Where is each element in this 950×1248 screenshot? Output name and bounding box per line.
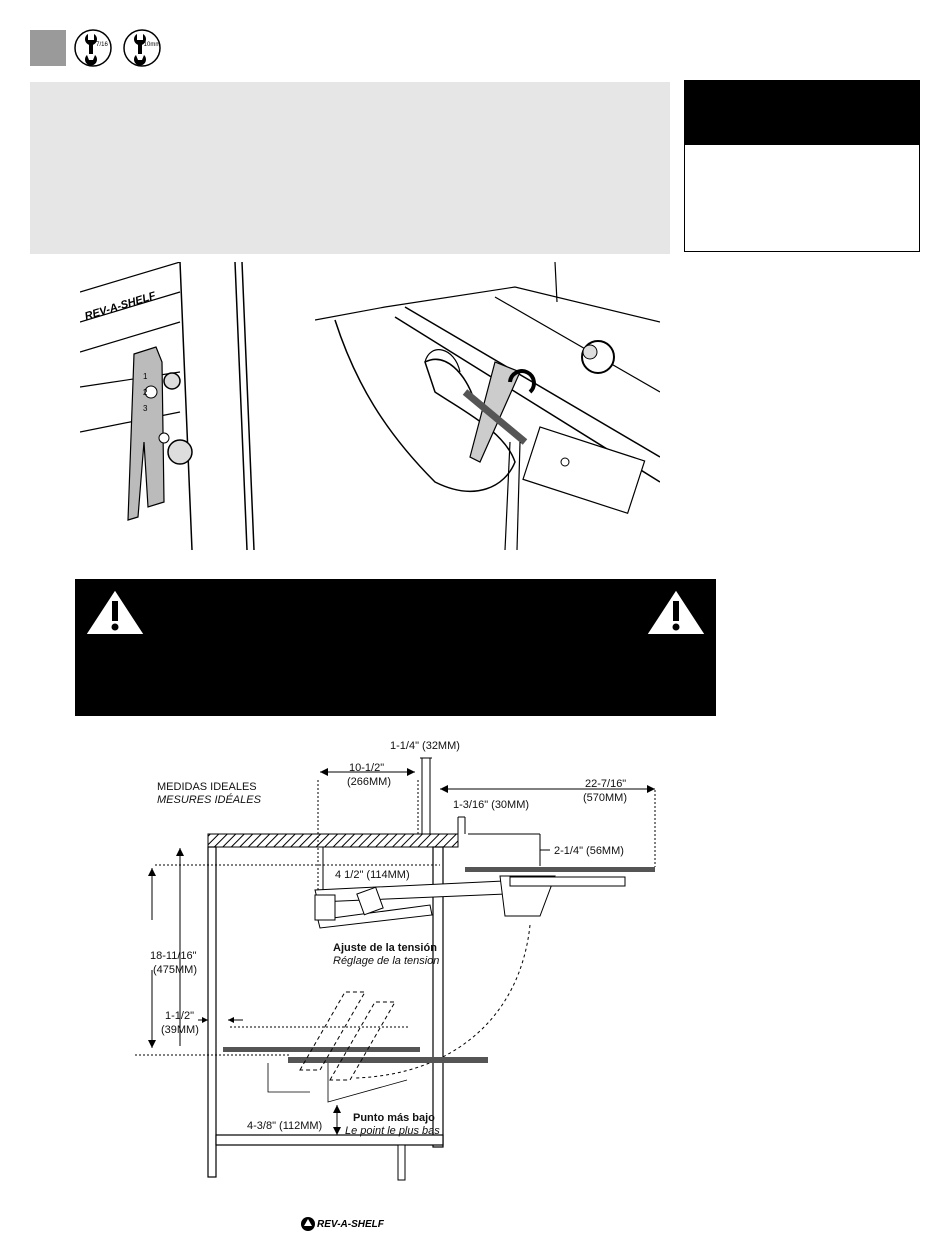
dim-shelf-height: 2-1/4" (56MM) [554,845,624,857]
instruction-panel [30,82,670,254]
note-box-header [685,81,919,145]
tension-label-fr: Réglage de la tension [333,955,440,967]
footer-logo-text: REV-A-SHELF [317,1219,384,1230]
warning-triangle-icon [644,587,708,637]
dim-height-2: (475MM) [153,964,198,976]
lowest-point-fr: Le point le plus bas [345,1125,440,1137]
dim-height-1: 18-11/16" [150,950,197,962]
lowest-point-es: Punto más bajo [353,1112,435,1124]
tension-label-es: Ajuste de la tensión [333,942,437,954]
dim-side-gap: 1-3/16" (30MM) [453,799,530,811]
bracket-adjustment-photo [80,262,280,550]
wrench-10mm-icon [122,28,162,68]
ideal-title-fr: MESURES IDÉALES [157,794,261,806]
dim-bracket-drop: 4 1/2" (114MM) [335,869,410,881]
wrench-tension-photo [315,262,660,550]
dim-shelf-width-1: 22-7/16" [585,778,627,790]
bracket-position-2: 2 [143,388,148,397]
rev-a-shelf-logo [300,1214,385,1234]
wrench1-label: 7/16 [96,42,108,48]
brand-mark: REV-A-SHELF [83,289,158,323]
note-box [684,80,920,252]
bracket-position-3: 3 [143,404,148,413]
bracket-position-1: 1 [143,372,148,381]
dim-travel-1: 1-1/2" [165,1010,194,1022]
wrench-7-16-icon [73,28,113,68]
dim-mount-width-1: 10-1/2" [349,762,385,774]
dim-mount-width-2: (266MM) [347,776,392,788]
dim-shelf-width-2: (570MM) [583,792,628,804]
ideal-title-es: MEDIDAS IDEALES [157,781,257,793]
dim-lowest: 4-3/8" (112MM) [247,1120,323,1132]
wrench2-label: 10mm [143,42,161,48]
step-marker [30,30,66,66]
warning-banner [75,579,716,716]
warning-triangle-icon [83,587,147,637]
dim-travel-2: (39MM) [161,1024,199,1036]
dim-top-gap: 1-1/4" (32MM) [390,740,460,752]
